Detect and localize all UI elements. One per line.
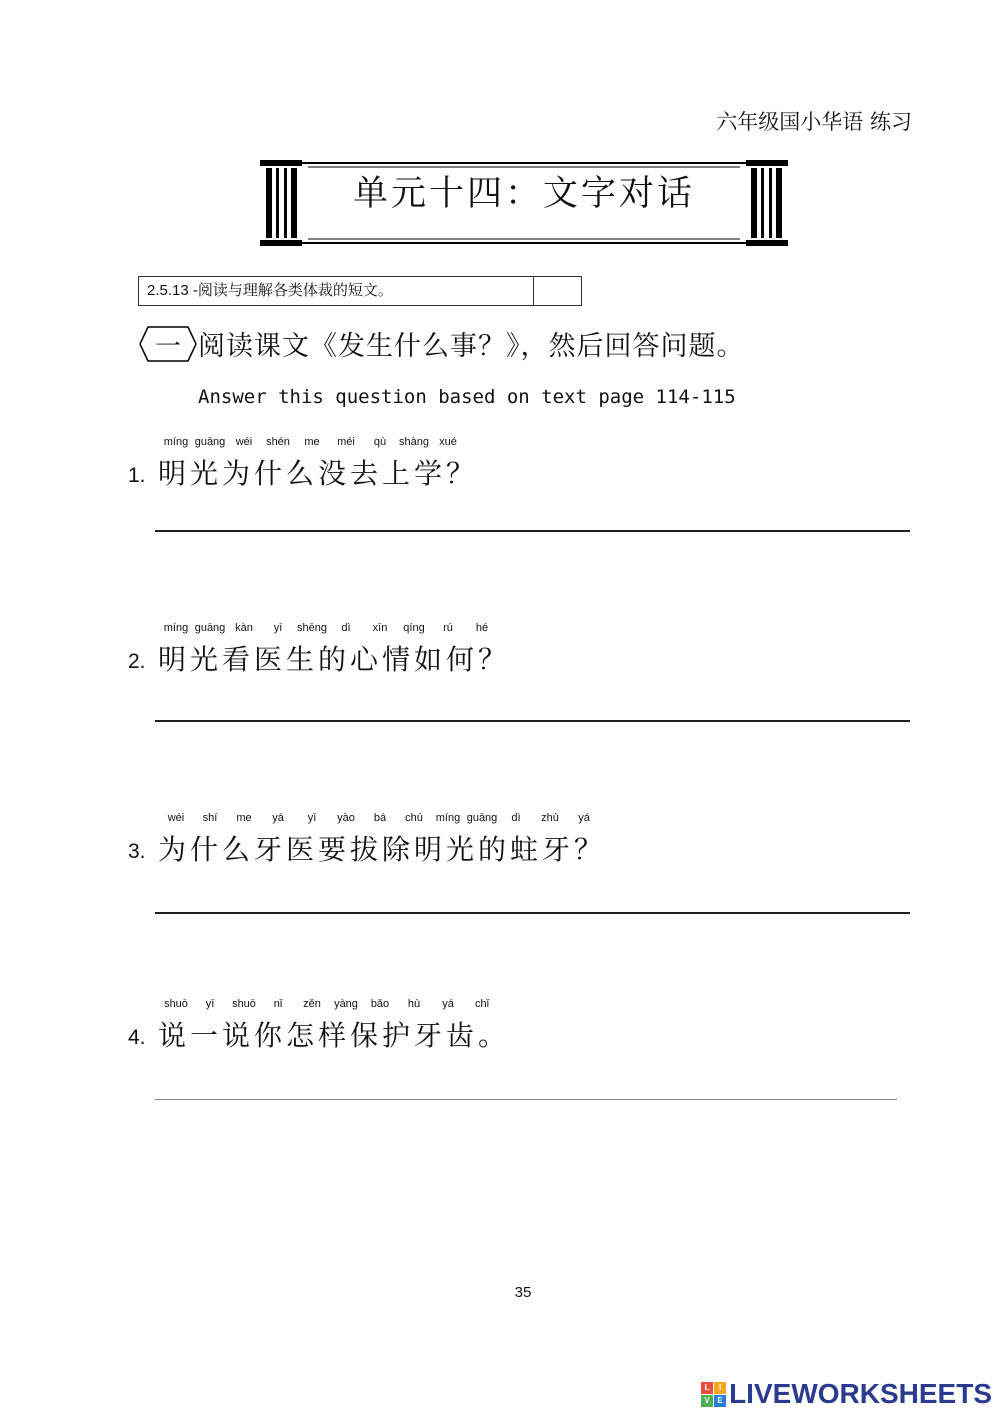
question-4 [128, 998, 928, 1058]
pinyin: méi [337, 436, 355, 448]
question-1 [128, 436, 928, 496]
logo-mark-letter: L [701, 1382, 713, 1394]
answer-line-4[interactable] [155, 1099, 897, 1100]
pinyin: yī [273, 622, 283, 634]
logo-mark-letter: I [714, 1382, 726, 1394]
question-number: 1. [128, 464, 146, 487]
pinyin: míng [163, 436, 189, 448]
pinyin: chǐ [474, 998, 490, 1010]
question-text: 明光看医生的心情如何？ [158, 643, 511, 676]
pinyin: yá [272, 812, 284, 824]
section-number: 一 [154, 331, 181, 362]
question-text: 说一说你怎样保护牙齿。 [158, 1019, 511, 1052]
pinyin: yá [578, 812, 590, 824]
grade-label: 六年级国小华语 练习 [716, 110, 912, 134]
page-number: 35 [514, 1284, 532, 1301]
pinyin: míng [163, 622, 189, 634]
question-text: 为什么牙医要拔除明光的蛀牙？ [158, 833, 607, 866]
question-text: 明光为什么没去上学？ [158, 457, 479, 490]
pinyin: xué [439, 436, 457, 448]
pinyin: kàn [235, 622, 253, 634]
pinyin: zěn [303, 998, 321, 1010]
pinyin: shàng [399, 436, 429, 448]
pinyin: qíng [403, 622, 425, 634]
learning-standard-text: 2.5.13 -阅读与理解各类体裁的短文。 [139, 277, 534, 305]
pinyin: yàng [334, 998, 358, 1010]
pinyin: yào [337, 812, 355, 824]
pinyin: dì [511, 812, 521, 824]
pinyin: yá [442, 998, 454, 1010]
logo-mark-letter: V [701, 1395, 713, 1407]
pinyin: chú [405, 812, 423, 824]
pinyin: yī [307, 812, 317, 824]
pinyin: bá [373, 812, 387, 824]
pinyin: dì [341, 622, 351, 634]
pinyin: bǎo [370, 998, 390, 1010]
question-number: 4. [128, 1026, 146, 1049]
answer-line-1[interactable] [155, 530, 910, 532]
pinyin: guāng [194, 436, 226, 448]
pinyin: shuō [164, 998, 188, 1010]
pinyin: yī [205, 998, 215, 1010]
question-number: 3. [128, 840, 146, 863]
learning-standard-box [138, 276, 582, 306]
pinyin: shí [202, 812, 218, 824]
pinyin: me [304, 436, 320, 448]
section-instruction: 阅读课文《发生什么事？》，然后回答问题。 [198, 331, 745, 362]
standard-check-cell [534, 277, 581, 305]
question-3 [128, 812, 928, 872]
title-banner [258, 158, 790, 248]
pinyin: guāng [194, 622, 226, 634]
pinyin: shēng [297, 622, 327, 634]
pinyin: hé [475, 622, 489, 634]
pinyin: shén [266, 436, 290, 448]
answer-line-3[interactable] [155, 912, 910, 914]
answer-line-2[interactable] [155, 720, 910, 722]
pinyin: wéi [235, 436, 253, 448]
pinyin: míng [435, 812, 461, 824]
logo-mark-letter: E [714, 1395, 726, 1407]
pinyin: qù [373, 436, 387, 448]
pinyin: hù [407, 998, 421, 1010]
pinyin: wéi [167, 812, 185, 824]
pinyin: zhù [541, 812, 559, 824]
question-number: 2. [128, 650, 146, 673]
pinyin: xīn [372, 622, 388, 634]
english-instruction: Answer this question based on text page 114-115 [198, 386, 736, 408]
question-2 [128, 622, 928, 682]
pinyin: guāng [466, 812, 498, 824]
pinyin: nǐ [273, 998, 283, 1010]
liveworksheets-logo[interactable] [701, 1378, 992, 1410]
pinyin: rú [443, 622, 453, 634]
page-title: 单元十四：文字对话 [352, 174, 695, 214]
logo-mark-icon [701, 1382, 726, 1407]
pinyin: me [236, 812, 252, 824]
logo-text: LIVEWORKSHEETS [729, 1378, 992, 1409]
pinyin: shuō [232, 998, 256, 1010]
section-number-badge [138, 325, 198, 363]
section-heading [138, 324, 745, 363]
